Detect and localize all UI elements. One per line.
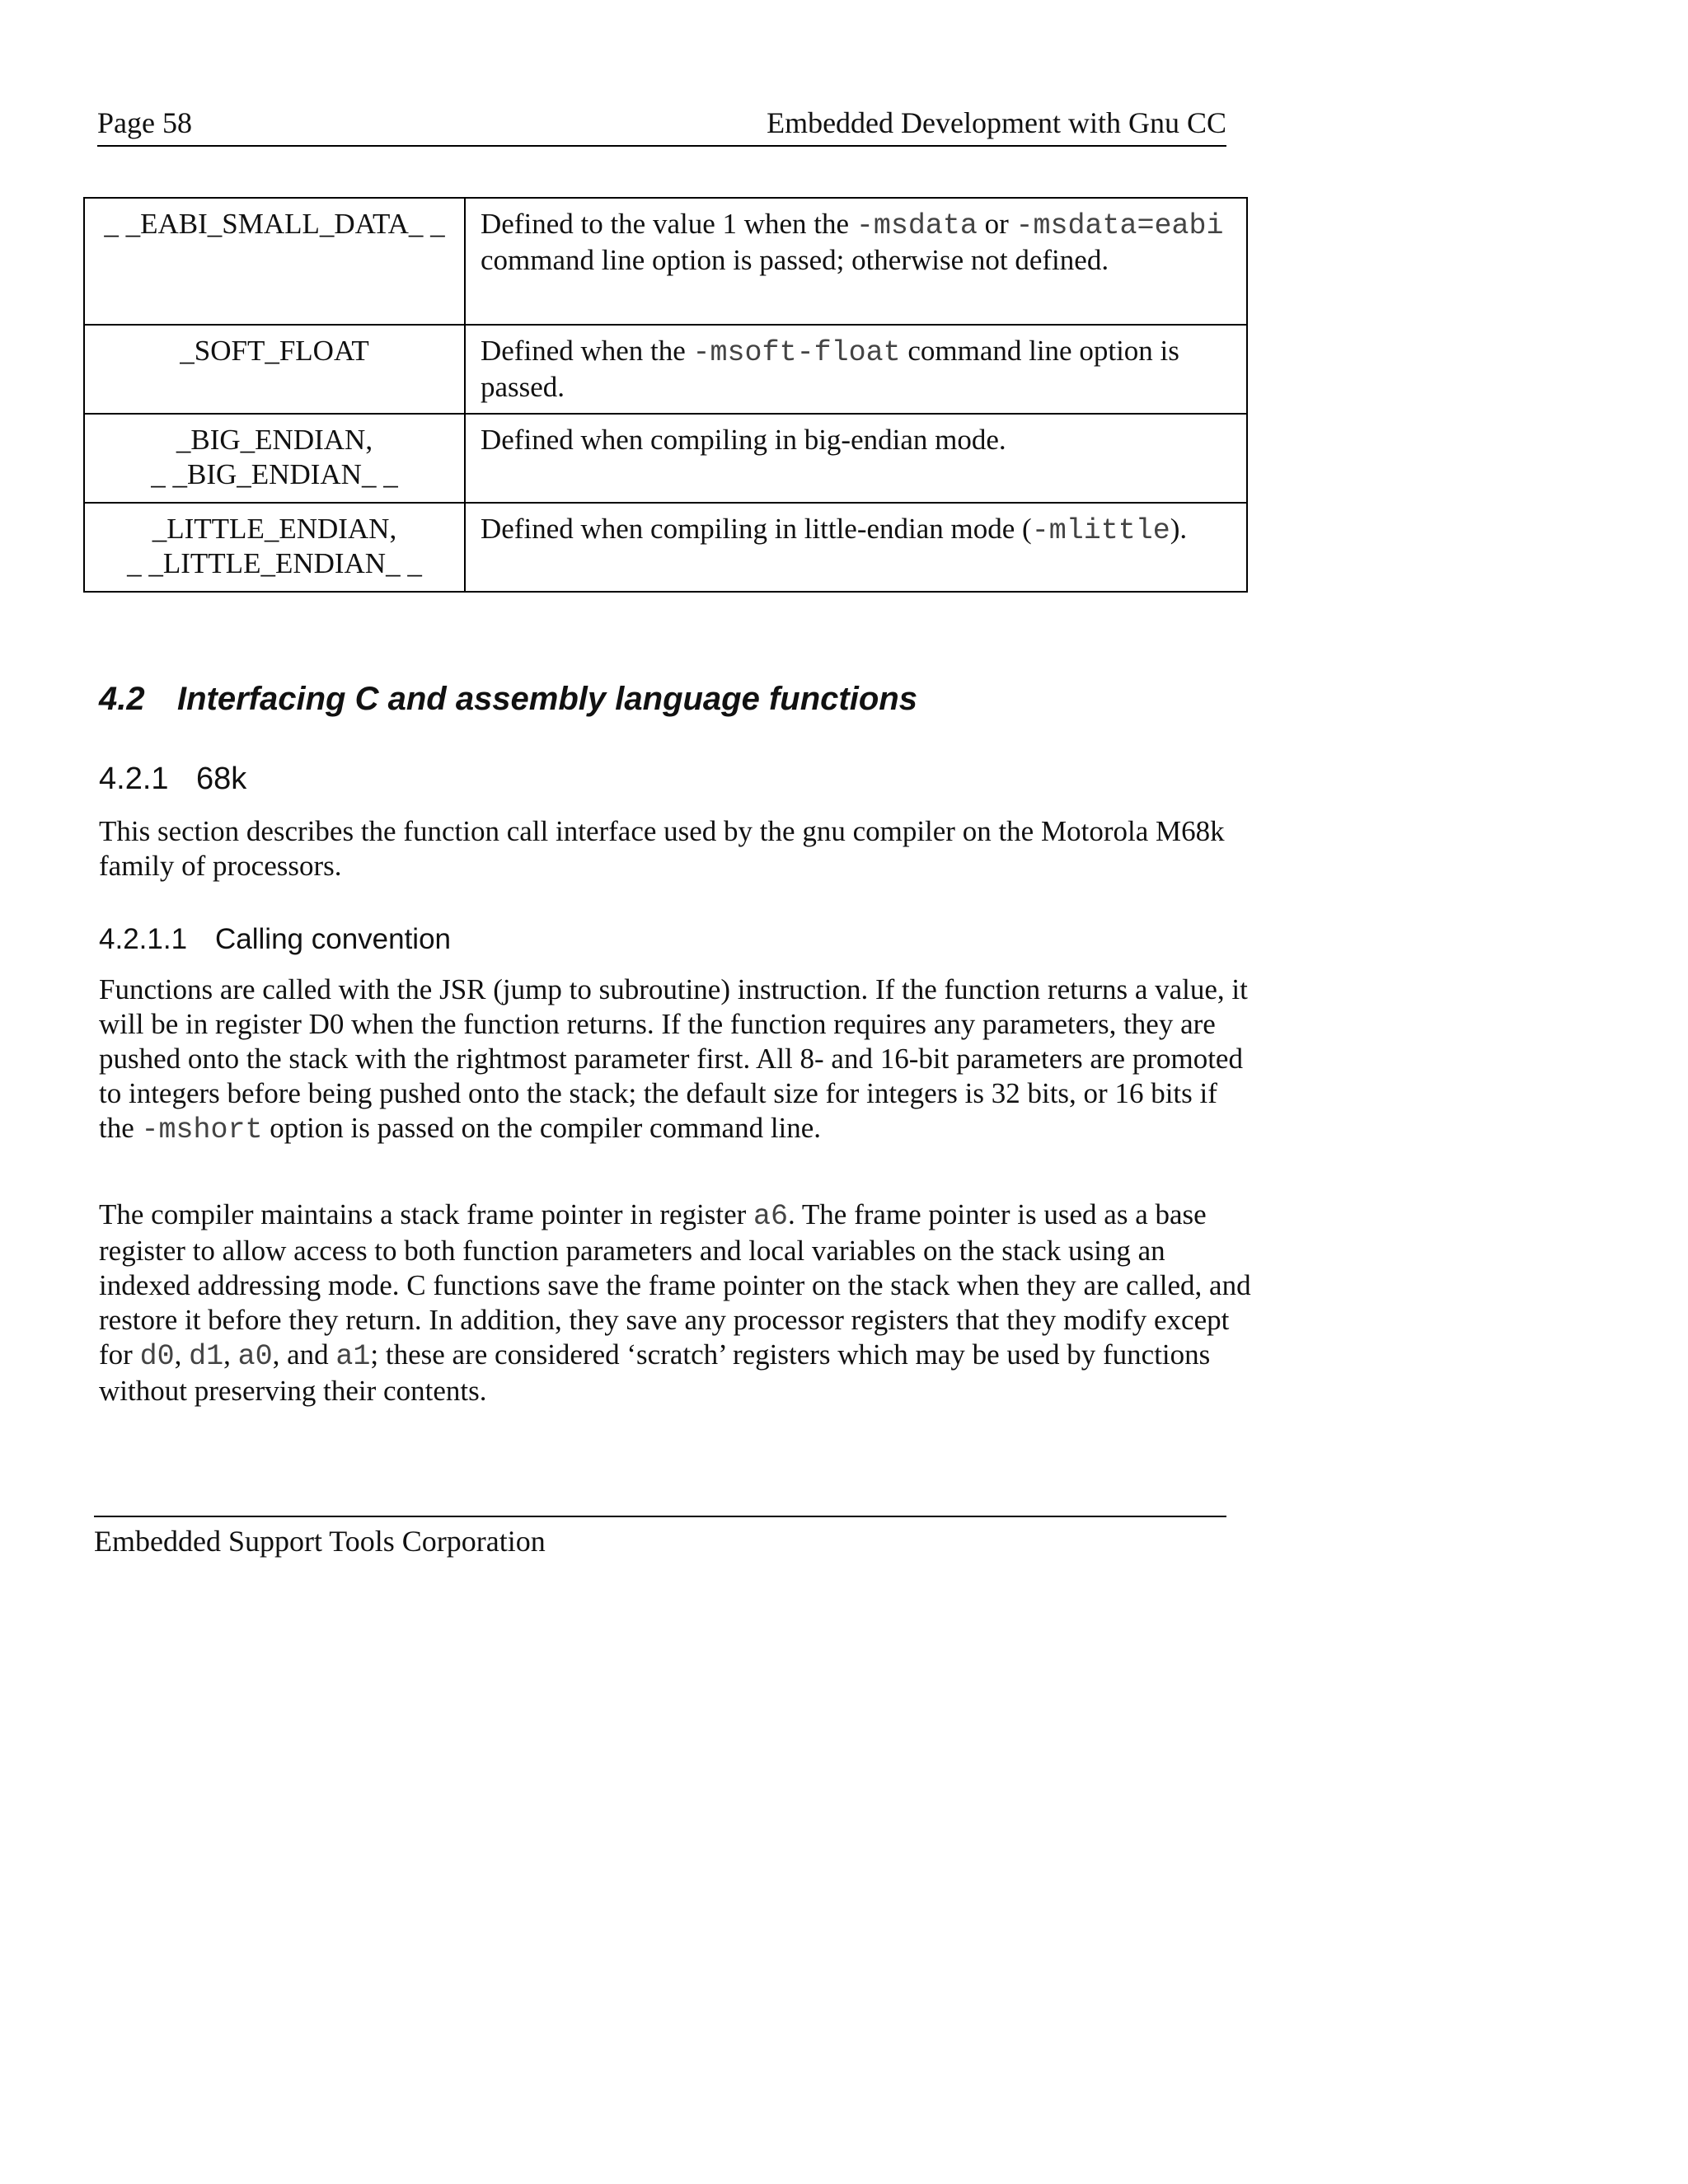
- description-text: Defined when compiling in little-endian mode (: [481, 513, 1032, 545]
- section-title: Calling convention: [215, 923, 452, 955]
- register-code: a6: [753, 1200, 789, 1233]
- macro-name: _ _EABI_SMALL_DATA_ _: [104, 208, 445, 240]
- section-heading-4-2: [99, 681, 917, 718]
- company-name: Embedded Support Tools Corporation: [94, 1525, 546, 1558]
- paragraph-text: , and: [272, 1338, 336, 1371]
- macro-description-cell: [465, 414, 1247, 503]
- option-code: -msdata: [856, 209, 978, 242]
- macro-name: _LITTLE_ENDIAN,: [152, 513, 397, 545]
- description-text: command line option is passed; otherwise not defined.: [481, 244, 1109, 276]
- paragraph-text: ,: [174, 1338, 190, 1371]
- calling-convention-paragraph: [99, 972, 1253, 1147]
- description-text: command line option is passed.: [481, 335, 1179, 403]
- book-title: Embedded Development with Gnu CC: [767, 106, 1226, 139]
- section-heading-4-2-1: [99, 762, 246, 797]
- macro-description-cell: [465, 325, 1247, 414]
- page-header: [97, 105, 1226, 147]
- paragraph-text: . The frame pointer is used as a base register to allow access to both function parameters and local variables on the stack using an indexed addressing mode. C functions save the frame pointer on the stack when they are called, and restore it before they return. In addition, they save any processor registers that they modify except for: [99, 1198, 1251, 1371]
- section-number: 4.2.1: [99, 762, 169, 796]
- section-number: 4.2.1.1: [99, 923, 188, 955]
- macro-name: _SOFT_FLOAT: [180, 335, 369, 367]
- description-text: Defined when the: [481, 335, 693, 367]
- option-code: -mshort: [141, 1113, 263, 1146]
- register-code: d1: [189, 1340, 224, 1373]
- macro-description-cell: [465, 503, 1247, 592]
- register-code: d0: [139, 1340, 175, 1373]
- paragraph-text: option is passed on the compiler command line.: [262, 1112, 822, 1144]
- page-footer: [94, 1516, 1226, 1558]
- intro-paragraph: This section describes the function call interface used by the gnu compiler on the Motorola M68k family of processors.: [99, 815, 1225, 882]
- macro-name: _ _LITTLE_ENDIAN_ _: [127, 547, 422, 579]
- register-code: a0: [237, 1340, 273, 1373]
- macro-name-cell: [84, 325, 465, 414]
- table-row: [84, 414, 1247, 503]
- macro-name-cell: [84, 198, 465, 325]
- paragraph-text: ; these are considered ‘scratch’ registers which may be used by functions without preserving their contents.: [99, 1338, 1211, 1407]
- option-code: -msoft-float: [692, 336, 901, 369]
- paragraph-text: The compiler maintains a stack frame pointer in register: [99, 1198, 754, 1230]
- description-text: Defined to the value 1 when the: [481, 208, 856, 240]
- paragraph-text: Functions are called with the JSR (jump to subroutine) instruction. If the function returns a value, it will be in register D0 when the function returns. If the function requires any parameters, they are pushed onto the stack with the rightmost parameter first. All 8- and 16-bit parameters are promoted to integers before being pushed onto the stack; the default size for integers is 32 bits, or 16 bits if the: [99, 973, 1248, 1144]
- macro-name-cell: [84, 503, 465, 592]
- paragraph-text: ,: [223, 1338, 238, 1371]
- macro-description-cell: [465, 198, 1247, 325]
- table-row: [84, 503, 1247, 592]
- description-text: Defined when compiling in big-endian mode.: [481, 424, 1006, 456]
- section-number: 4.2: [99, 681, 145, 717]
- option-code: -msdata=eabi: [1015, 209, 1224, 242]
- macro-name: _BIG_ENDIAN,: [176, 424, 373, 456]
- section-title: Interfacing C and assembly language functions: [177, 681, 917, 717]
- table-row: [84, 325, 1247, 414]
- register-code: a1: [335, 1340, 371, 1373]
- frame-pointer-paragraph: [99, 1197, 1253, 1408]
- option-code: -mlittle: [1031, 514, 1170, 547]
- macro-name: _ _BIG_ENDIAN_ _: [151, 458, 398, 490]
- predefined-macros-table: [83, 197, 1248, 593]
- page-number: Page 58: [97, 106, 192, 139]
- description-text: ).: [1170, 513, 1188, 545]
- table-row: [84, 198, 1247, 325]
- section-title: 68k: [196, 762, 247, 796]
- macro-name-cell: [84, 414, 465, 503]
- description-text: or: [977, 208, 1016, 240]
- section-heading-4-2-1-1: [99, 923, 451, 956]
